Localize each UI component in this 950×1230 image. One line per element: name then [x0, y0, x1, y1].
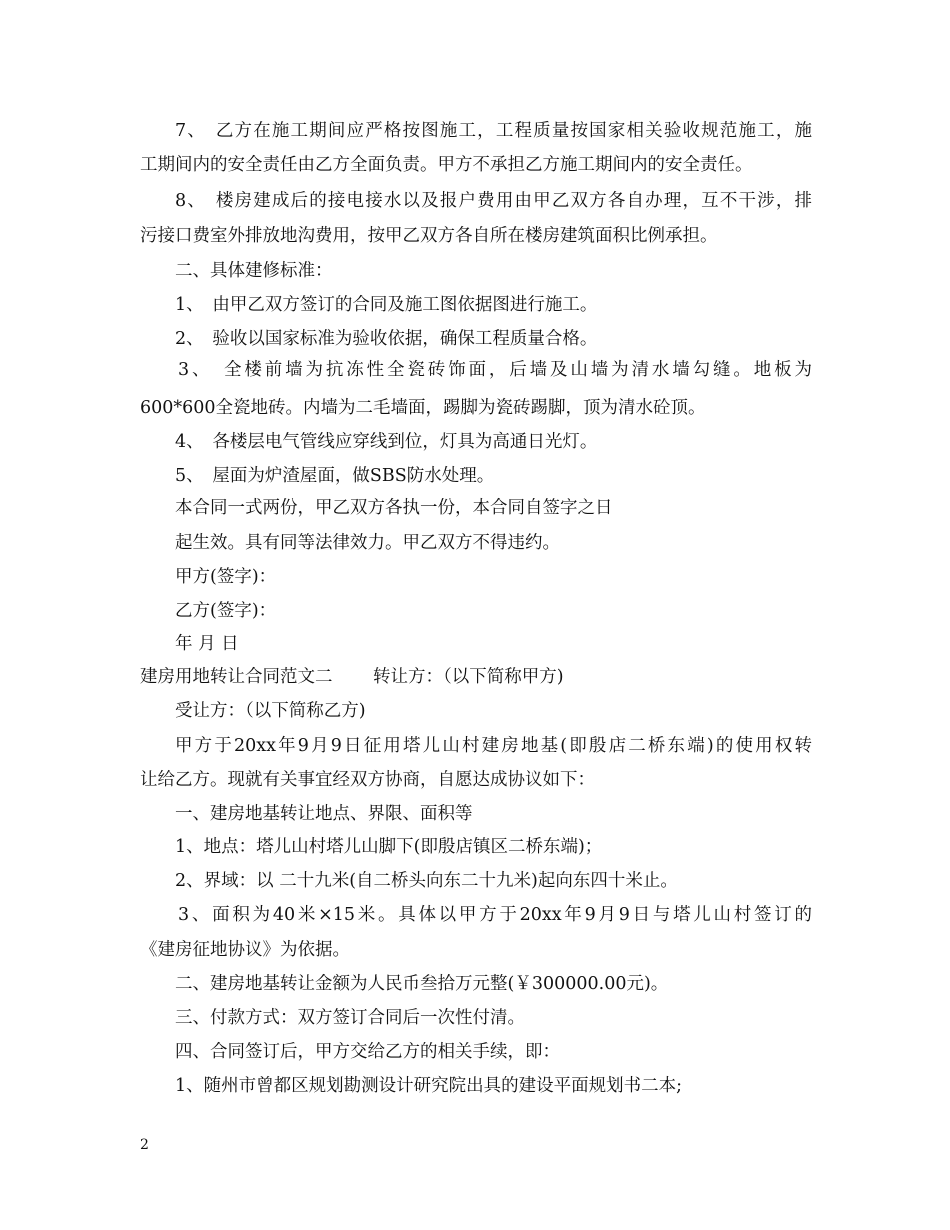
paragraph-line: 7、 乙方在施工期间应严格按图施工，工程质量按国家相关验收规范施工，施 [175, 121, 812, 141]
signature-date: 年 月 日 [175, 634, 239, 654]
contract-title: 建房用地转让合同范文二 转让方：（以下简称甲方) [140, 667, 564, 687]
paragraph-line: 工期间内的安全责任由乙方全面负责。甲方不承担乙方施工期间内的安全责任。 [140, 155, 753, 175]
paragraph-line: 8、 楼房建成后的接电接水以及报户费用由甲乙双方各自办理，互不干涉，排 [175, 191, 812, 211]
paragraph-line: 《建房征地协议》为依据。 [140, 940, 350, 960]
paragraph-line: 污接口费室外排放地沟费用，按甲乙双方各自所在楼房建筑面积比例承担。 [140, 226, 718, 246]
paragraph-line: 让给乙方。现就有关事宜经双方协商，自愿达成协议如下： [140, 770, 595, 790]
paragraph-line: 1、地点：塔儿山村塔儿山脚下(即殷店镇区二桥东端)； [175, 837, 603, 857]
paragraph-line: 1、 由甲乙双方签订的合同及施工图依据图进行施工。 [175, 295, 598, 315]
paragraph-line: 2、界域：以 二十九米(自二桥头向东二十九米)起向东四十米止。 [175, 871, 678, 891]
paragraph-line: 1、随州市曾都区规划勘测设计研究院出具的建设平面规划书二本; [175, 1076, 683, 1096]
paragraph-line: 二、建房地基转让金额为人民币叁拾万元整(￥300000.00元)。 [175, 974, 669, 994]
paragraph-line: 本合同一式两份，甲乙双方各执一份，本合同自签字之日 [175, 498, 613, 518]
paragraph-line: 起生效。具有同等法律效力。甲乙双方不得违约。 [175, 533, 560, 553]
signature-party-a: 甲方(签字)： [175, 567, 277, 587]
signature-party-b: 乙方(签字)： [175, 601, 277, 621]
paragraph-line: 5、 屋面为炉渣屋面，做SBS防水处理。 [175, 466, 495, 486]
paragraph-line: 3、面积为40米×15米。具体以甲方于20xx年9月9日与塔儿山村签订的 [178, 905, 812, 925]
paragraph-line: 4、 各楼层电气管线应穿线到位，灯具为高通日光灯。 [175, 432, 598, 452]
paragraph-line: 600*600全瓷地砖。内墙为二毛墙面，踢脚为瓷砖踢脚，顶为清水砼顶。 [140, 398, 706, 418]
paragraph-line: 3、 全楼前墙为抗冻性全瓷砖饰面，后墙及山墙为清水墙勾缝。地板为 [178, 360, 812, 380]
section-heading: 一、建房地基转让地点、界限、面积等 [175, 804, 473, 824]
paragraph-line: 甲方于20xx年9月9日征用塔儿山村建房地基(即殷店二桥东端)的使用权转 [175, 736, 812, 756]
paragraph-line: 2、 验收以国家标准为验收依据，确保工程质量合格。 [175, 329, 598, 349]
paragraph-line: 受让方：（以下简称乙方) [175, 701, 366, 721]
paragraph-line: 三、付款方式：双方签订合同后一次性付清。 [175, 1008, 525, 1028]
page-number: 2 [140, 1137, 149, 1153]
paragraph-line: 四、合同签订后，甲方交给乙方的相关手续，即： [175, 1042, 560, 1062]
section-heading: 二、具体建修标准： [175, 261, 333, 281]
